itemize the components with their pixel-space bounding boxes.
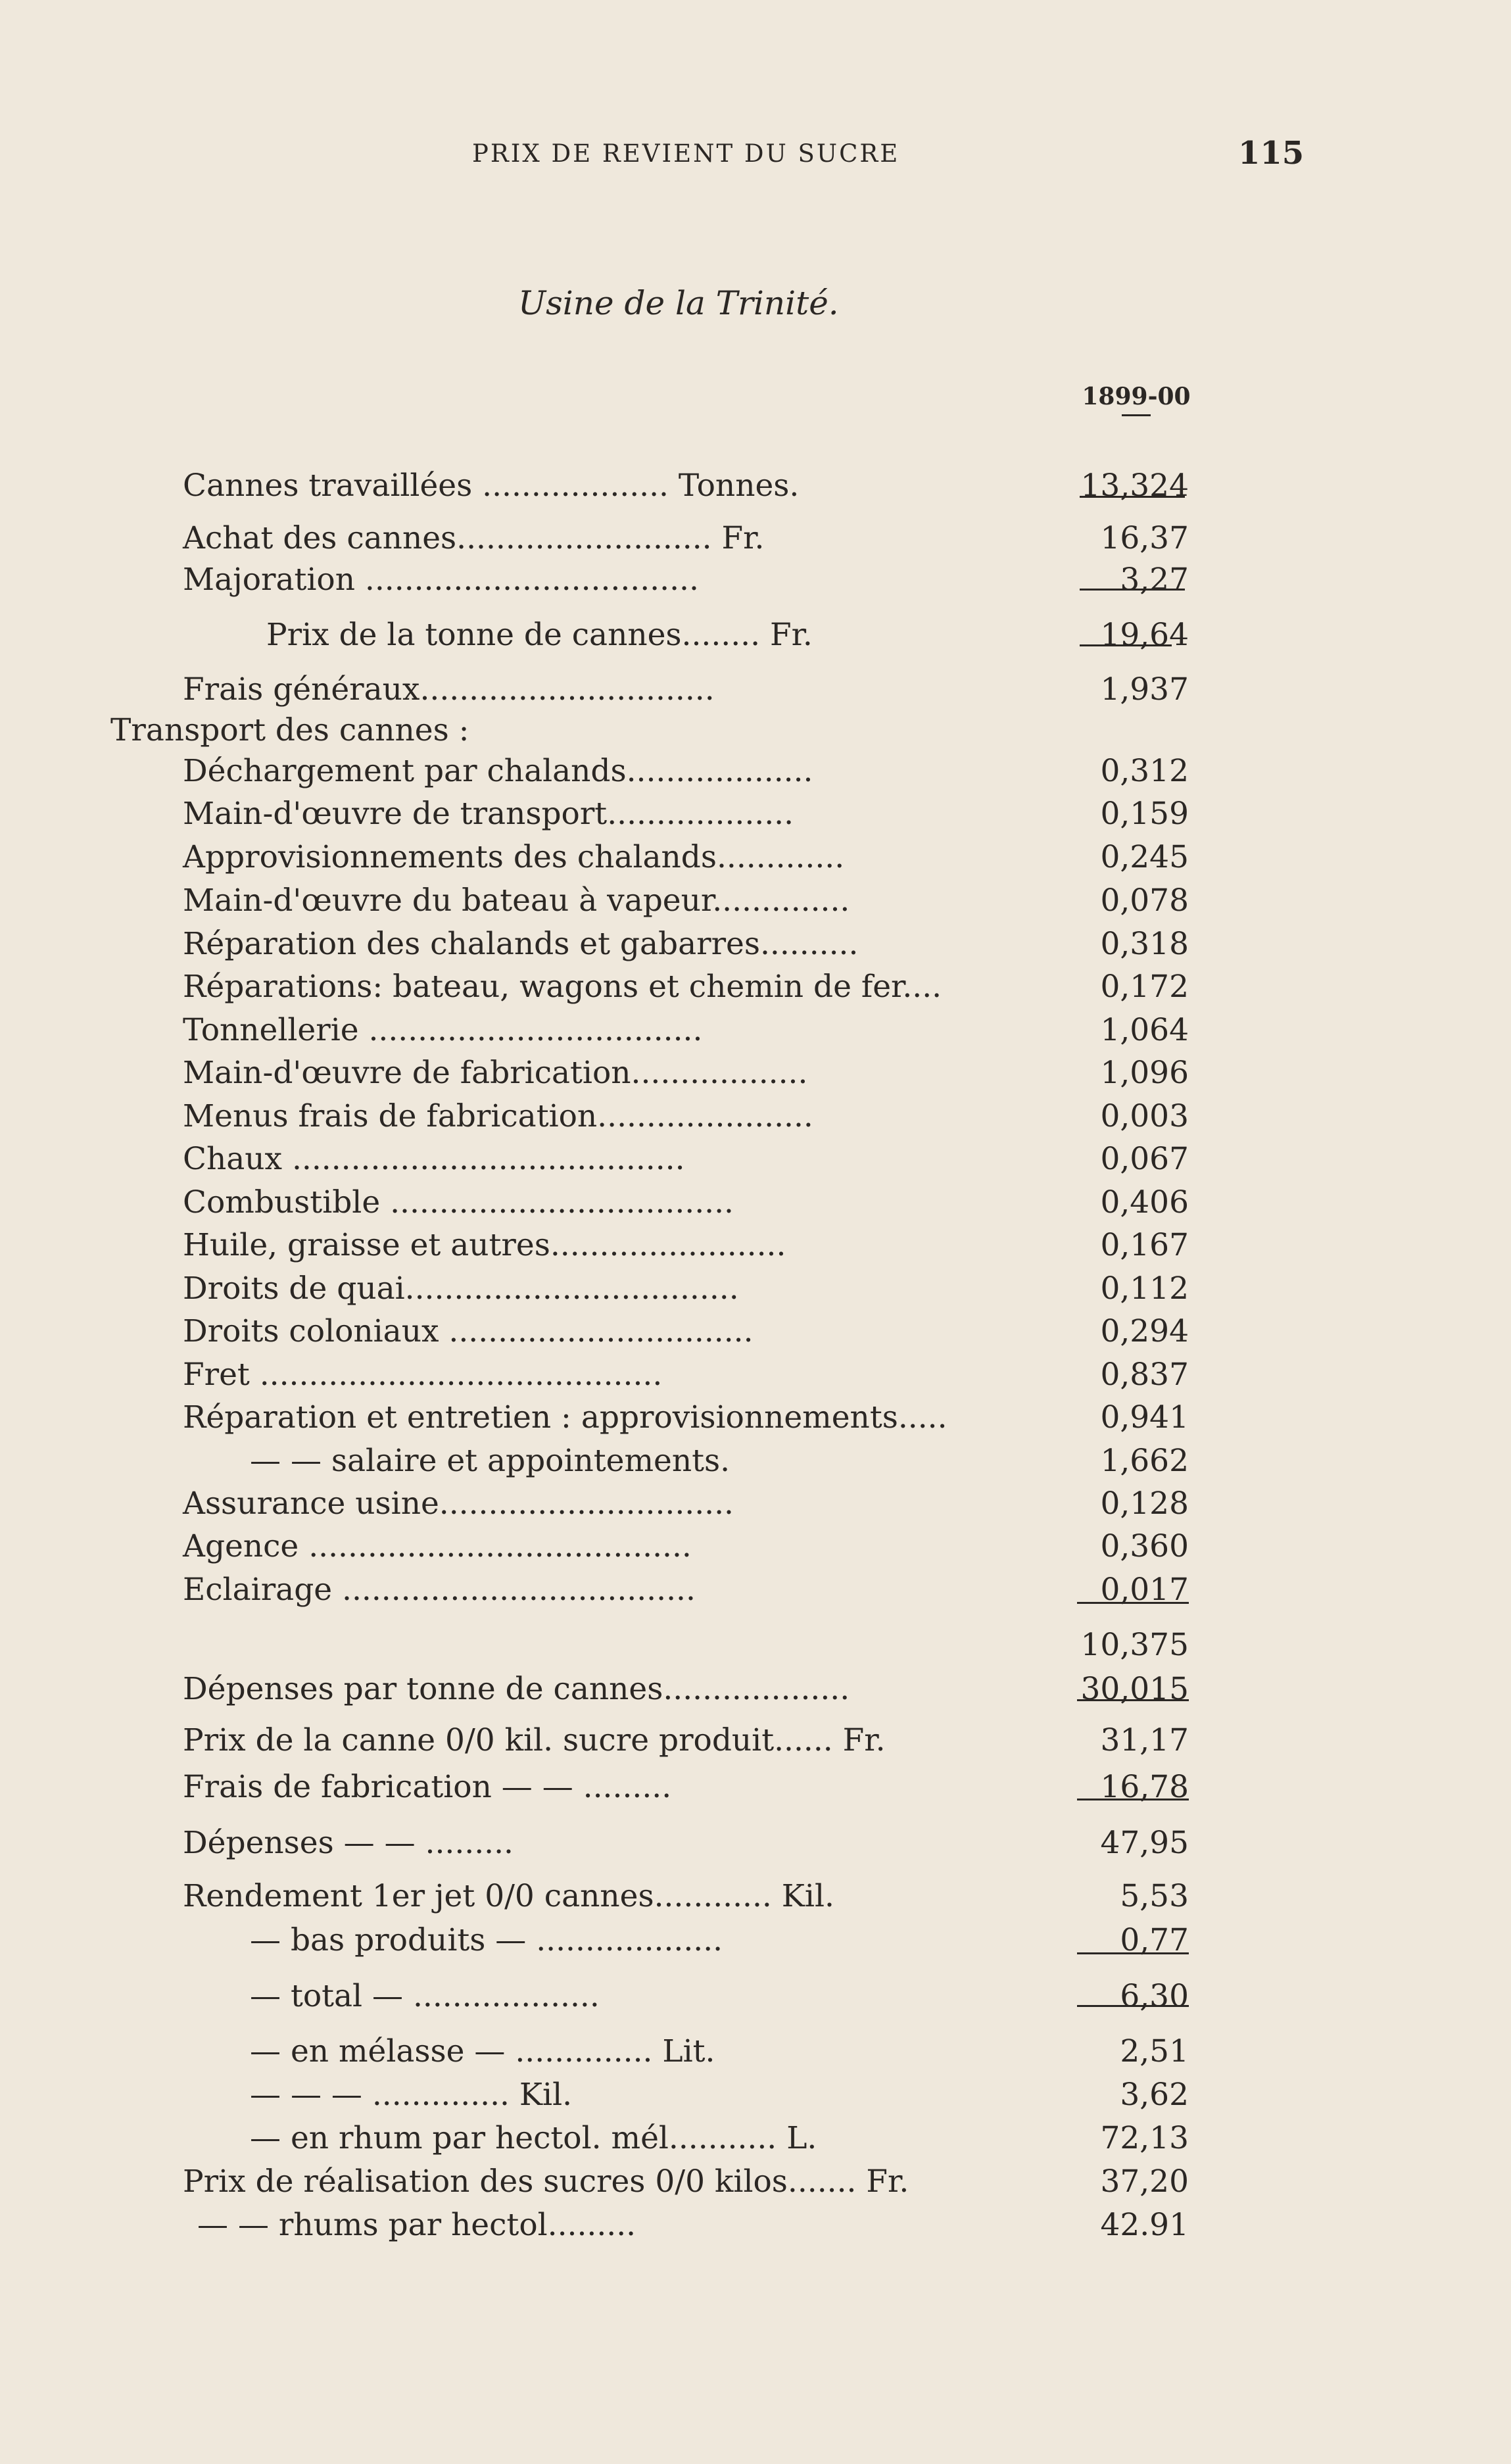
- row-label: Majoration ..................................: [183, 562, 699, 598]
- row-value: 3,27: [1120, 562, 1189, 598]
- row-label: Droits coloniaux ...............................: [183, 1313, 754, 1349]
- table-row: [0, 1184, 1511, 1222]
- table-row: [0, 882, 1511, 920]
- row-label: — en rhum par hectol. mél........... L.: [250, 2120, 817, 2156]
- row-value: 42.91: [1100, 2207, 1189, 2243]
- row-value: 13,324: [1080, 468, 1189, 504]
- row-label: — total — ...................: [250, 1978, 600, 2014]
- table-row: [0, 1626, 1511, 1664]
- table-row: [0, 968, 1511, 1006]
- row-value: 3,62: [1120, 2077, 1189, 2113]
- row-label: — en mélasse — .............. Lit.: [250, 2033, 715, 2069]
- row-label: Rendement 1er jet 0/0 cannes............ Kil.: [183, 1878, 834, 1914]
- sum-rule: [1080, 644, 1172, 646]
- table-row: [0, 1824, 1511, 1862]
- table-row: [0, 1313, 1511, 1351]
- sum-rule: [1080, 496, 1185, 498]
- row-value: 16,78: [1100, 1769, 1189, 1805]
- table-row: [0, 1098, 1511, 1136]
- row-value: 0,078: [1100, 882, 1189, 919]
- table-row: [0, 1226, 1511, 1265]
- table-row: [0, 1977, 1511, 2016]
- table-row: [0, 1011, 1511, 1050]
- row-label: Prix de réalisation des sucres 0/0 kilos....... Fr.: [183, 2163, 909, 2200]
- row-value: 2,51: [1120, 2033, 1189, 2069]
- page-number: 115: [1238, 135, 1305, 172]
- section-title: Usine de la Trinité.: [518, 284, 839, 322]
- row-label: Combustible ...................................: [183, 1184, 734, 1220]
- table-row: [0, 1768, 1511, 1806]
- row-value: 0,294: [1100, 1313, 1189, 1349]
- row-label: Prix de la canne 0/0 kil. sucre produit...... Fr.: [183, 1722, 886, 1758]
- table-row: [0, 838, 1511, 877]
- row-label: — bas produits — ...................: [250, 1922, 723, 1958]
- row-value: 0,318: [1100, 926, 1189, 962]
- row-value: 30,015: [1080, 1671, 1189, 1707]
- row-label: Dépenses — — .........: [183, 1825, 514, 1861]
- table-row: [0, 616, 1511, 654]
- row-value: 0,77: [1120, 1922, 1189, 1958]
- row-label: Prix de la tonne de cannes........ Fr.: [266, 617, 813, 653]
- row-value: 0,941: [1100, 1399, 1189, 1436]
- row-value: 0,312: [1100, 753, 1189, 789]
- row-value: 0,128: [1100, 1486, 1189, 1522]
- row-label: Chaux ........................................: [183, 1141, 685, 1177]
- table-row: [0, 1670, 1511, 1708]
- sum-rule: [1077, 1799, 1189, 1800]
- column-year-header: 1899-00: [1082, 383, 1191, 410]
- row-label: Fret .........................................: [183, 1357, 663, 1393]
- table-row: [0, 1270, 1511, 1308]
- row-label: — — salaire et appointements.: [250, 1443, 731, 1479]
- table-row: [0, 1877, 1511, 1916]
- row-value: 0,112: [1100, 1270, 1189, 1307]
- row-label: Main-d'œuvre du bateau à vapeur..............: [183, 882, 850, 919]
- row-value: 1,096: [1100, 1055, 1189, 1091]
- row-value: 0,406: [1100, 1184, 1189, 1220]
- table-row: [0, 1399, 1511, 1437]
- row-value: 0,245: [1100, 839, 1189, 875]
- running-head: PRIX DE REVIENT DU SUCRE: [472, 139, 900, 168]
- row-label: Agence .......................................: [183, 1528, 692, 1564]
- table-row: [0, 1442, 1511, 1480]
- table-row: [0, 795, 1511, 833]
- row-value: 1,064: [1100, 1012, 1189, 1048]
- table-row: [0, 671, 1511, 709]
- row-value: 16,37: [1100, 520, 1189, 556]
- table-row: [0, 561, 1511, 599]
- row-label: Frais de fabrication — — .........: [183, 1769, 672, 1805]
- table-row: [0, 1921, 1511, 1960]
- row-value: 0,172: [1100, 969, 1189, 1005]
- row-label: Assurance usine..............................: [183, 1486, 734, 1522]
- table-row: [0, 752, 1511, 790]
- row-label: Déchargement par chalands...................: [183, 753, 813, 789]
- row-value: 0,067: [1100, 1141, 1189, 1177]
- row-value: 5,53: [1120, 1878, 1189, 1914]
- table-row: [0, 2119, 1511, 2158]
- table-row: [0, 2206, 1511, 2244]
- row-label: Main-d'œuvre de transport...................: [183, 796, 794, 832]
- sum-rule: [1077, 1699, 1189, 1701]
- row-value: 37,20: [1100, 2163, 1189, 2200]
- row-label: — — — .............. Kil.: [250, 2077, 573, 2113]
- row-label: Menus frais de fabrication......................: [183, 1098, 813, 1134]
- row-label: Achat des cannes.......................... Fr.: [183, 520, 765, 556]
- row-label: — — rhums par hectol.........: [197, 2207, 636, 2243]
- row-value: 0,017: [1100, 1572, 1189, 1608]
- row-value: 19,64: [1100, 617, 1189, 653]
- row-label: Frais généraux..............................: [183, 671, 715, 708]
- row-value: 0,159: [1100, 796, 1189, 832]
- row-label: Cannes travaillées ................... Tonnes.: [183, 468, 800, 504]
- table-row: [0, 1054, 1511, 1092]
- row-label: Eclairage ....................................: [183, 1572, 696, 1608]
- row-label: Réparations: bateau, wagons et chemin de fer....: [183, 969, 942, 1005]
- sum-rule: [1077, 1952, 1189, 1954]
- row-value: 1,937: [1100, 671, 1189, 708]
- table-row: [0, 1528, 1511, 1566]
- row-value: 0,360: [1100, 1528, 1189, 1564]
- table-row: [0, 925, 1511, 963]
- sum-rule: [1077, 2005, 1189, 2007]
- row-value: 0,837: [1100, 1357, 1189, 1393]
- row-label: Main-d'œuvre de fabrication..................: [183, 1055, 808, 1091]
- table-row: [0, 519, 1511, 558]
- row-value: 1,662: [1100, 1443, 1189, 1479]
- row-label: Approvisionnements des chalands.............: [183, 839, 845, 875]
- table-row: [0, 2076, 1511, 2114]
- table-row: [0, 712, 1511, 750]
- table-row: [0, 1571, 1511, 1609]
- table-row: [0, 1356, 1511, 1394]
- table-row: [0, 1140, 1511, 1178]
- row-value: 6,30: [1120, 1978, 1189, 2014]
- column-header-dash: [1122, 414, 1151, 416]
- table-row: [0, 2163, 1511, 2201]
- row-label: Dépenses par tonne de cannes...................: [183, 1671, 850, 1707]
- row-value: 31,17: [1100, 1722, 1189, 1758]
- sum-rule: [1077, 1602, 1189, 1604]
- row-label: Transport des cannes :: [110, 712, 469, 748]
- row-value: 10,375: [1080, 1627, 1189, 1663]
- row-label: Réparation des chalands et gabarres..........: [183, 926, 859, 962]
- table-row: [0, 467, 1511, 505]
- table-row: [0, 1485, 1511, 1523]
- sum-rule: [1080, 589, 1185, 591]
- row-label: Droits de quai..................................: [183, 1270, 739, 1307]
- row-label: Huile, graisse et autres........................: [183, 1227, 786, 1263]
- row-value: 0,003: [1100, 1098, 1189, 1134]
- table-row: [0, 2033, 1511, 2071]
- row-value: 72,13: [1100, 2120, 1189, 2156]
- row-label: Tonnellerie ..................................: [183, 1012, 703, 1048]
- row-value: 0,167: [1100, 1227, 1189, 1263]
- row-value: 47,95: [1100, 1825, 1189, 1861]
- table-row: [0, 1722, 1511, 1760]
- row-label: Réparation et entretien : approvisionnements.....: [183, 1399, 947, 1436]
